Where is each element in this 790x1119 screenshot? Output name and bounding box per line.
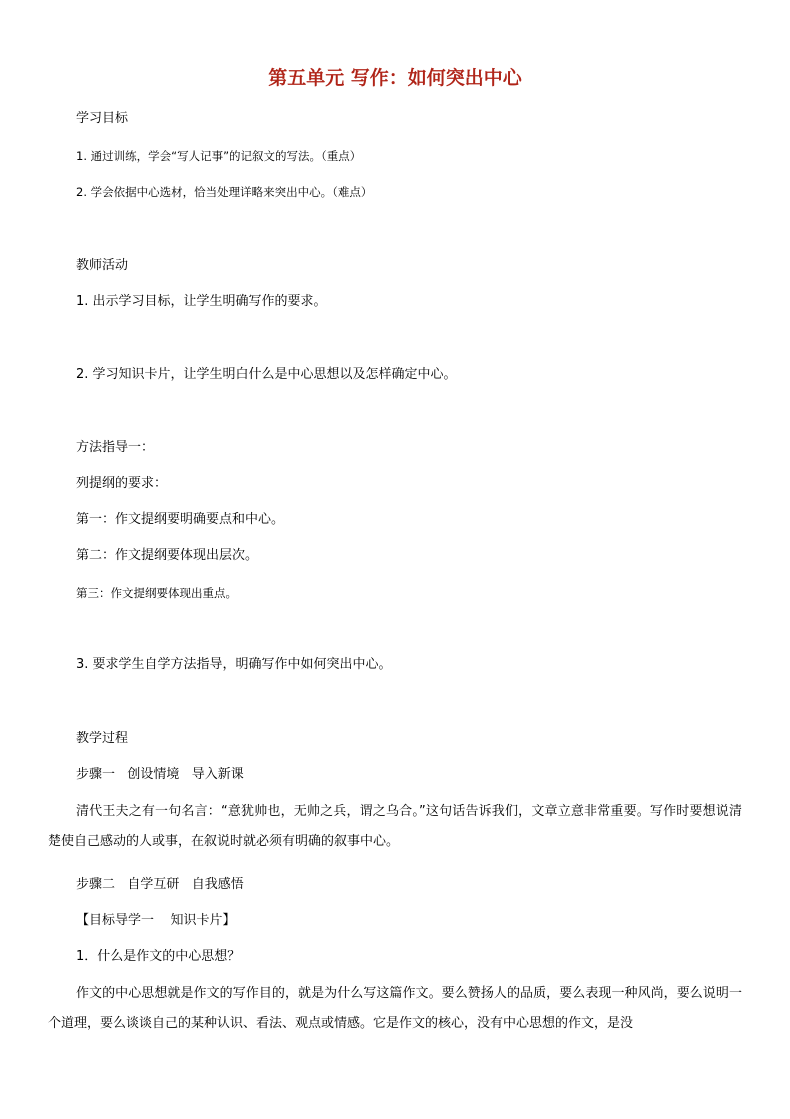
target-heading: 【目标导学一 知识卡片】 (76, 913, 236, 928)
objectives-heading: 学习目标 (76, 111, 129, 126)
step-1-heading: 步骤一 创设情境 导入新课 (76, 767, 244, 782)
step-1-paragraph: 清代王夫之有一句名言：“意犹帅也，无帅之兵，谓之乌合。”这句话告诉我们，文章立意非常重要。写作时要想说清楚使自己感动的人或事，在叙说时就必须有明确的叙事中心。 (48, 804, 742, 849)
outline-heading: 列提纲的要求： (76, 476, 168, 491)
method-heading: 方法指导一： (76, 440, 155, 455)
objective-item-2: 2. 学会依据中心选材，恰当处理详略来突出中心。（难点） (76, 185, 373, 199)
question-1-paragraph: 作文的中心思想就是作文的写作目的，就是为什么写这篇作文。要么赞扬人的品质，要么表现一种风尚，要么说明一个道理，要么谈谈自己的某种认识、看法、观点或情感。它是作文的核心，没有中心思想的作文，是没 (48, 986, 742, 1031)
teacher-item-1: 1. 出示学习目标，让学生明确写作的要求。 (76, 294, 327, 309)
teacher-item-3: 3. 要求学生自学方法指导，明确写作中如何突出中心。 (76, 657, 392, 672)
step-2-heading: 步骤二 自学互研 自我感悟 (76, 877, 244, 892)
objective-item-1: 1. 通过训练，学会“写人记事”的记叙文的写法。（重点） (76, 149, 362, 163)
teacher-heading: 教师活动 (76, 258, 129, 273)
outline-item-1: 第一：作文提纲要明确要点和中心。 (76, 512, 285, 527)
outline-item-3: 第三：作文提纲要体现出重点。 (76, 586, 237, 600)
question-1: 1．什么是作文的中心思想？ (76, 949, 241, 964)
outline-item-2: 第二：作文提纲要体现出层次。 (76, 548, 259, 563)
page-title: 第五单元 写作：如何突出中心 (268, 67, 522, 89)
process-heading: 教学过程 (76, 731, 129, 746)
teacher-item-2: 2. 学习知识卡片，让学生明白什么是中心思想以及怎样确定中心。 (76, 367, 457, 382)
